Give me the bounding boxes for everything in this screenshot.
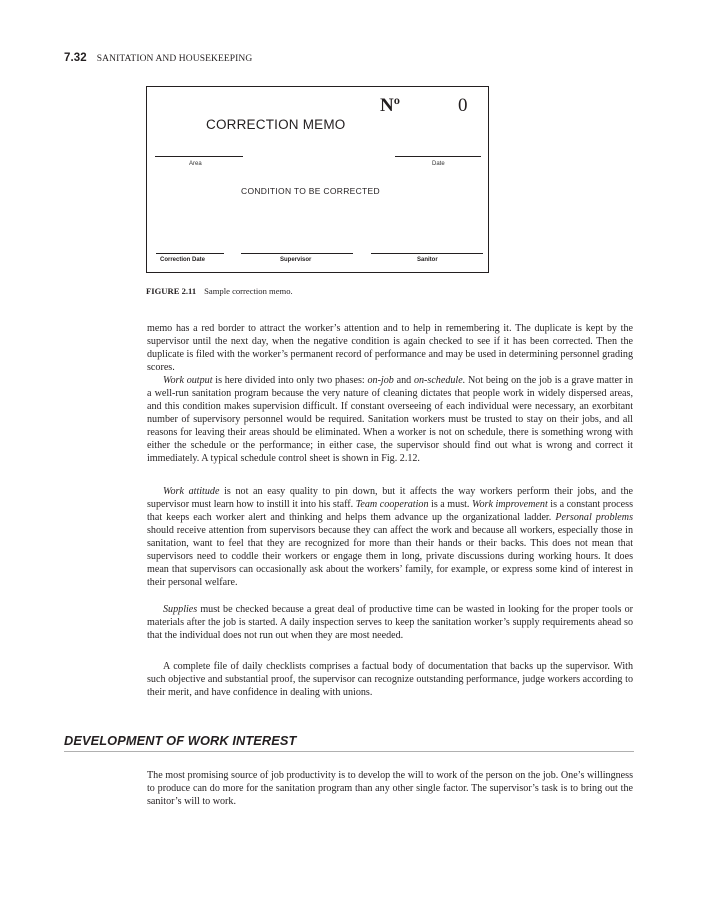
paragraph-work-attitude: Work attitude is not an easy quality to pin down, but it affects the way workers perform their jobs, and the supervisor must learn how to instill it into his staff. Team cooperation is a must. Work improvement is a constant process that keeps each worker alert and thinking and helps them advance up the organizational ladder. Personal problems should receive attention from supervisors because they can affect the work and because all workers, especially those in sanitation, want to feel that they are recognized for more than their hands or their backs. This does not mean that supervisors need to coddle their workers or engage them in long, private discussions during working hours. It does mean that supervisors can occasionally ask about the workers’ family, for example, or express some kind of interest in their personal welfare. — [147, 486, 634, 588]
figure-caption-text: Sample correction memo. — [204, 286, 293, 296]
section-divider — [64, 751, 634, 752]
paragraph-work-output: Work output is here divided into only two phases: on-job and on-schedule. Not being on the job is a grave matter in a well-run sanitation program because the very nature of cleaning dictates that people work in widely dispersed areas, and this condition makes supervision difficult. If constant overseeing of each individual were necessary, an exorbitant number of supervisory personnel would be required. Sanitation workers must be trusted to stay on their jobs, and all reasons for leaving their areas should be eliminated. When a worker is not on schedule, there is something wrong with either the schedule or the performance; in either case, the supervisor should find out what is wrong and correct it immediately. A typical schedule control sheet is shown in Fig. 2.12. — [147, 375, 633, 464]
supervisor-line — [241, 253, 353, 254]
date-label: Date — [432, 161, 445, 167]
correction-date-line — [156, 253, 224, 254]
paragraph-checklists: A complete file of daily checklists comprises a factual body of documentation that backs up the supervisor. With such objective and substantial proof, the supervisor can recognize outstanding performance, judge workers according to their merit, and have confidence in dealing with unions. — [147, 661, 633, 698]
running-title: SANITATION AND HOUSEKEEPING — [96, 54, 253, 64]
correction-date-label: Correction Date — [160, 257, 206, 263]
figure-caption — [146, 286, 293, 296]
area-line — [155, 156, 243, 157]
supervisor-label: Supervisor — [280, 257, 312, 263]
page-number: 7.32 — [64, 52, 87, 64]
paragraph-work-interest: The most promising source of job productivity is to develop the will to work of the person on the job. One’s willingness to produce can do more for the sanitation program than any other single factor. The supervisor’s task is to bring out the sanitor’s will to work. — [147, 770, 633, 807]
memo-title: CORRECTION MEMO — [206, 117, 346, 132]
sanitor-label: Sanitor — [417, 257, 438, 263]
figure-number: FIGURE 2.11 — [146, 286, 197, 296]
paragraph-memo: memo has a red border to attract the worker’s attention and to help in remembering it. The duplicate is kept by the supervisor until the next day, when the negative condition is again checked to see if it has been corrected. Then the duplicate is filed with the worker’s permanent record of performance and may be used in determining personnel grading scores. — [147, 323, 633, 373]
number-mark: Nº — [380, 95, 400, 116]
memo-number: 0 — [458, 95, 468, 116]
sanitor-line — [371, 253, 483, 254]
section-heading: DEVELOPMENT OF WORK INTEREST — [64, 733, 297, 748]
date-line — [395, 156, 481, 157]
running-head — [64, 52, 252, 64]
paragraph-supplies: Supplies must be checked because a great deal of productive time can be wasted in looking for the proper tools or materials after the job is started. A daily inspection serves to keep the sanitation worker’s supply requirements ahead so that the individual does not run out when they are most needed. — [147, 604, 633, 641]
area-label: Area — [189, 161, 202, 167]
condition-label: CONDITION TO BE CORRECTED — [241, 186, 380, 196]
correction-memo-form — [146, 86, 489, 273]
